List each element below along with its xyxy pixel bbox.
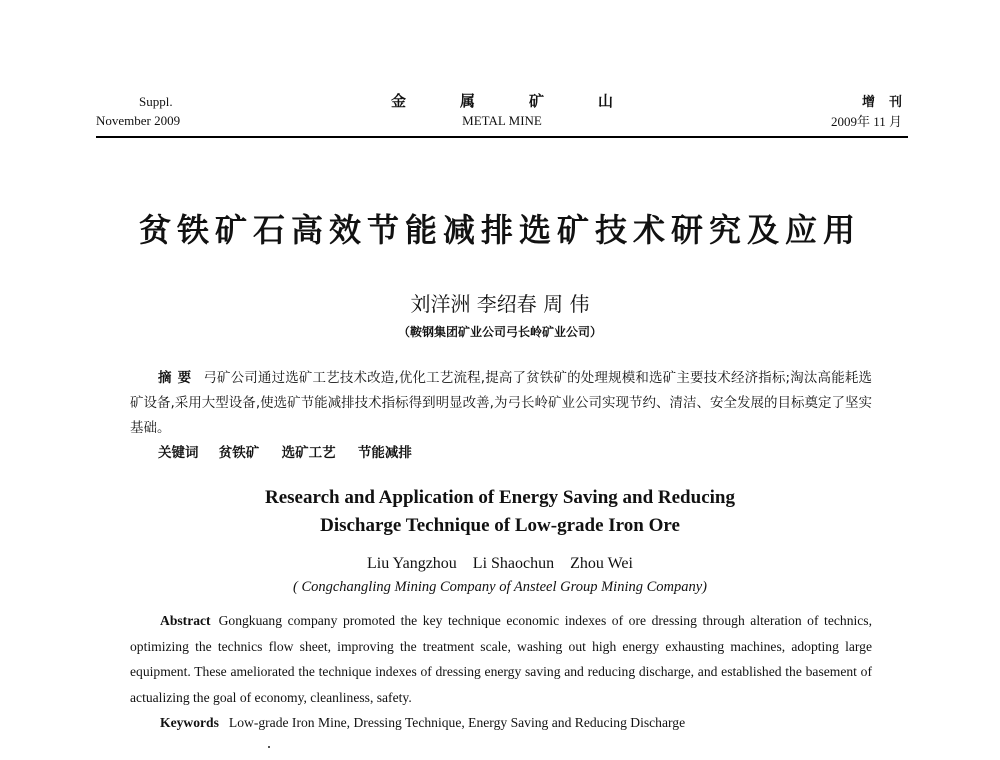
abstract-text-cn: 弓矿公司通过选矿工艺技术改造,优化工艺流程,提高了贫铁矿的处理规模和选矿主要技术经济指标;淘汰高能耗选矿设备,采用大型设备,使选矿节能减排技术指标得到明显改善,为弓长岭矿业公司实现节约、清洁、安全发展的目标奠定了坚实基础。 xyxy=(130,370,872,436)
paper-title-en xyxy=(0,484,1000,540)
keyword-cn: 选矿工艺 xyxy=(281,445,336,461)
keywords-label-cn: 关键词 xyxy=(158,445,199,461)
scan-speck xyxy=(268,746,270,748)
paper-title-en-line1: Research and Application of Energy Saving and Reducing xyxy=(265,487,735,508)
authors-en xyxy=(0,553,1000,575)
paper-title-en-line2: Discharge Technique of Low-grade Iron Ore xyxy=(320,515,680,536)
abstract-text-en: Gongkuang company promoted the key technique economic indexes of ore dressing through alteration of technics, optimizing the technics flow sheet, improving the treatment scale, washing out high energy exhausting machines, adopting large equipment. These ameliorated the technique indexes of dressing energy saving and reducing discharge, and established the basement of actualizing the goal of economy, cleanliness, safety. xyxy=(130,613,872,705)
header-rule xyxy=(96,136,908,138)
author-en: Li Shaochun xyxy=(472,555,555,572)
keywords-label-en: Keywords xyxy=(160,715,219,730)
header-date-en: November 2009 xyxy=(96,113,181,128)
keyword-cn: 节能减排 xyxy=(357,445,412,461)
keyword-cn: 贫铁矿 xyxy=(218,445,260,461)
header-suppl: Suppl. xyxy=(139,94,173,109)
authors-cn: 刘洋洲 李绍春 周 伟 xyxy=(410,292,590,316)
affiliation-cn: （鞍钢集团矿业公司弓长岭矿业公司） xyxy=(397,325,602,339)
keywords-cn xyxy=(158,441,858,466)
keywords-en xyxy=(160,711,880,735)
header-date-cn: 2009年 11 月 xyxy=(830,114,902,129)
journal-header xyxy=(96,92,916,136)
affiliation-en: ( Congchangling Mining Company of Ansteel Group Mining Company) xyxy=(292,579,708,595)
keywords-text-en: Low-grade Iron Mine, Dressing Technique, Energy Saving and Reducing Discharge xyxy=(228,715,686,730)
abstract-label-cn: 摘要 xyxy=(158,370,198,386)
abstract-label-en: Abstract xyxy=(160,613,211,628)
abstract-en xyxy=(130,608,872,710)
header-suppl-cn: 增刊 xyxy=(861,95,916,110)
author-en: Zhou Wei xyxy=(570,555,633,572)
journal-name-en: METAL MINE xyxy=(462,113,542,128)
abstract-cn xyxy=(130,366,872,441)
header-center xyxy=(96,92,908,130)
paper-title-cn: 贫铁矿石高效节能减排选矿技术研究及应用 xyxy=(138,211,861,249)
journal-name-cn: 金属矿山 xyxy=(390,92,667,110)
author-en: Liu Yangzhou xyxy=(367,555,457,572)
header-right xyxy=(830,92,916,131)
